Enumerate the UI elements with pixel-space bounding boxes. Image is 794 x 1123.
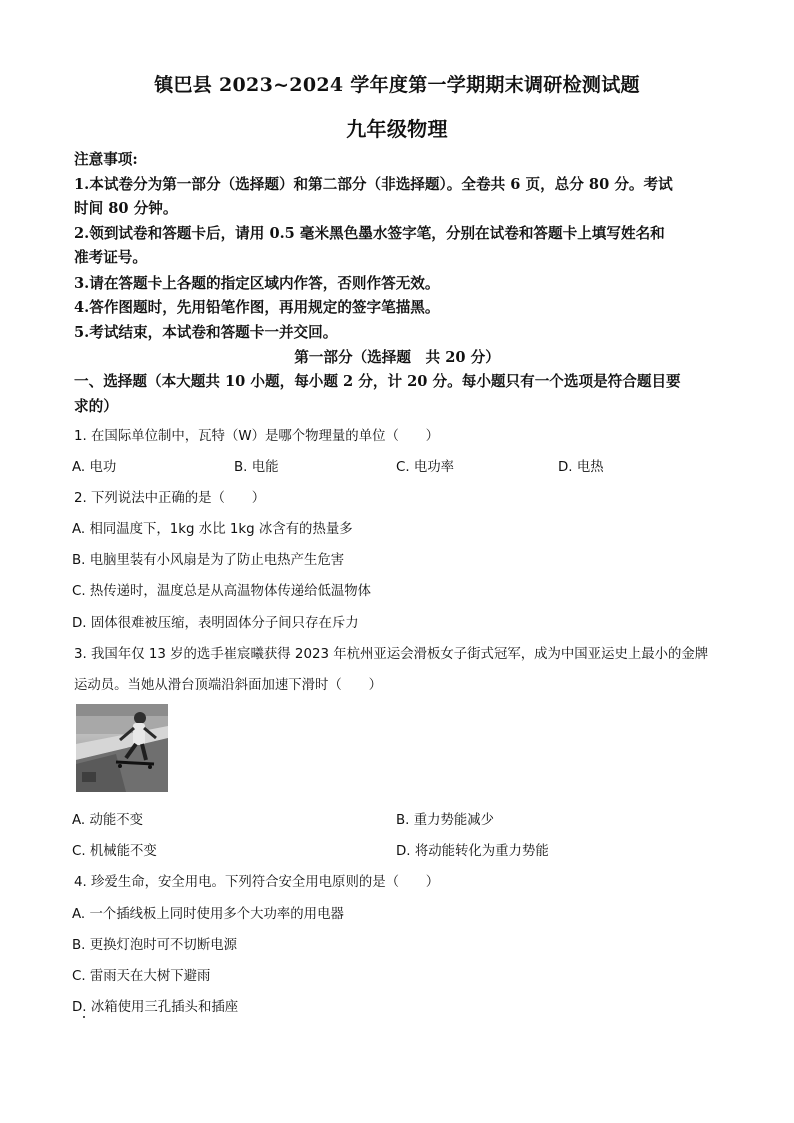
notice-line: 1.本试卷分为第一部分（选择题）和第二部分（非选择题）。全卷共 6 页，总分 80 分。考试 [74,176,673,193]
question-1-option-c: C. 电功率 [396,460,455,475]
question-4-option-a: A. 一个插线板上同时使用多个大功率的用电器 [72,907,344,922]
question-3-option-d: D. 将动能转化为重力势能 [396,844,549,859]
notice-line: 时间 80 分钟。 [74,200,178,217]
question-2-stem: 2. 下列说法中正确的是（ ） [74,491,266,506]
question-3-stem: 3. 我国年仅 13 岁的选手崔宸曦获得 2023 年杭州亚运会滑板女子街式冠军，成为中国亚运史上最小的金牌 [74,647,709,662]
question-2-option-b: B. 电脑里装有小风扇是为了防止电热产生危害 [72,553,345,568]
notice-heading: 注意事项: [74,151,138,168]
question-4-option-c: C. 雷雨天在大树下避雨 [72,969,211,984]
section-instruction: 求的） [74,398,118,415]
question-4-option-d: D. 冰箱使用三孔插头和插座 [72,1000,239,1015]
notice-line: 5.考试结束，本试卷和答题卡一并交回。 [74,324,338,341]
notice-line: 3.请在答题卡上各题的指定区域内作答，否则作答无效。 [74,275,440,292]
scan-speck [83,1016,85,1018]
question-3-stem: 运动员。当她从滑台顶端沿斜面加速下滑时（ ） [74,678,382,693]
skateboarder-image [76,704,168,792]
question-4-stem: 4. 珍爱生命，安全用电。下列符合安全用电原则的是（ ） [74,875,440,890]
question-1-stem: 1. 在国际单位制中，瓦特（W）是哪个物理量的单位（ ） [74,429,440,444]
notice-line: 4.答作图题时，先用铅笔作图，再用规定的签字笔描黑。 [74,299,440,316]
question-2-option-a: A. 相同温度下，1kg 水比 1kg 冰含有的热量多 [72,522,353,537]
section-instruction: 一、选择题（本大题共 10 小题，每小题 2 分，计 20 分。每小题只有一个选项是符合题目要 [74,373,681,390]
notice-line: 2.领到试卷和答题卡后，请用 0.5 毫米黑色墨水签字笔，分别在试卷和答题卡上填写姓名和 [74,225,665,242]
question-4-option-b: B. 更换灯泡时可不切断电源 [72,938,237,953]
question-1-option-b: B. 电能 [234,460,279,475]
question-3-option-b: B. 重力势能减少 [396,813,495,828]
notice-line: 准考证号。 [74,249,147,266]
question-3-option-a: A. 动能不变 [72,813,143,828]
skateboarder-photo [76,704,168,792]
question-2-option-c: C. 热传递时，温度总是从高温物体传递给低温物体 [72,584,372,599]
part1-heading: 第一部分（选择题 共 20 分） [294,349,500,366]
exam-title: 镇巴县 2023~2024 学年度第一学期期末调研检测试题 [154,74,640,96]
question-3-option-c: C. 机械能不变 [72,844,157,859]
question-2-option-d: D. 固体很难被压缩，表明固体分子间只存在斥力 [72,616,359,631]
question-1-option-d: D. 电热 [558,460,604,475]
exam-subtitle: 九年级物理 [346,117,448,141]
question-1-option-a: A. 电功 [72,460,117,475]
